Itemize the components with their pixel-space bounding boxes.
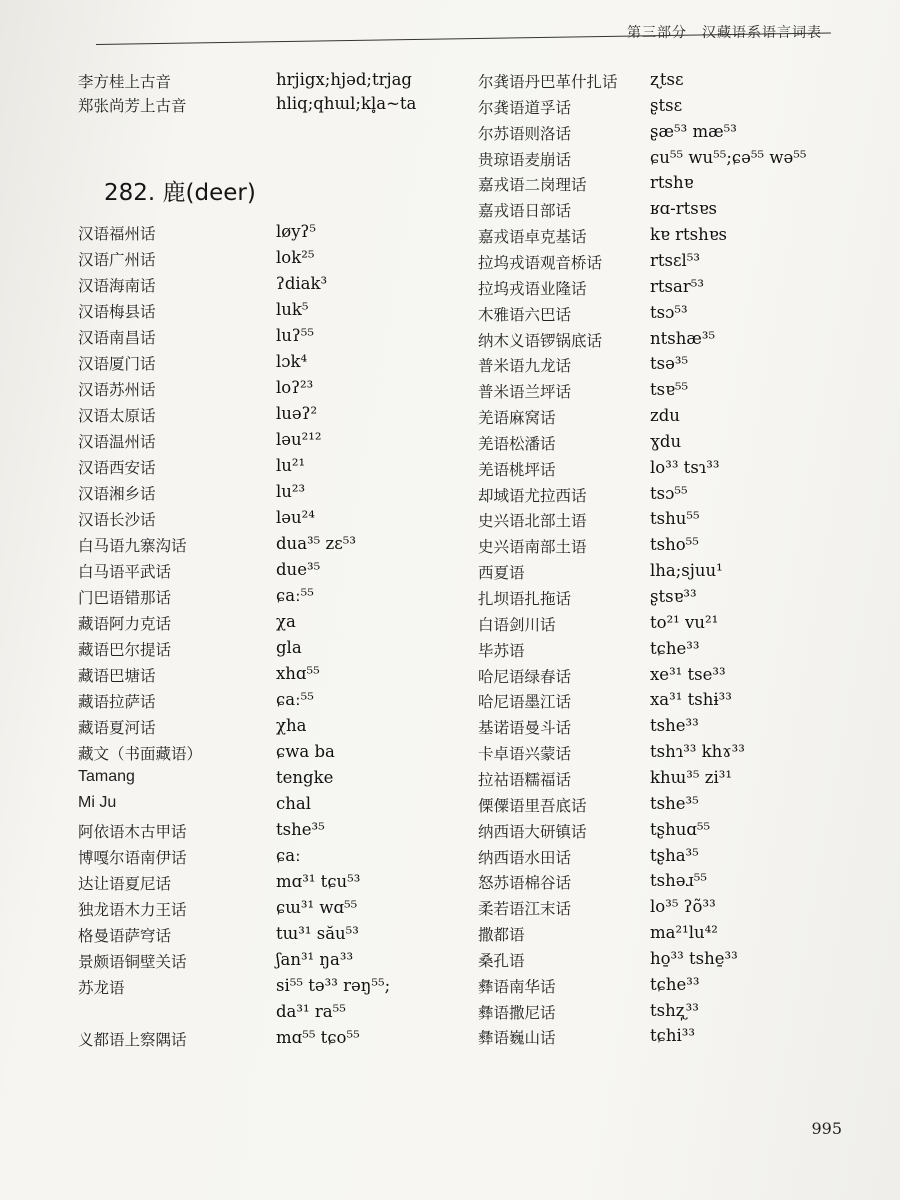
entry-row bbox=[78, 612, 438, 638]
word-form: ʂtsɛ bbox=[650, 95, 683, 115]
word-form: lo³³ tsɿ³³ bbox=[650, 457, 720, 477]
word-form: lɔk⁴ bbox=[276, 352, 308, 371]
entry-row bbox=[478, 871, 868, 897]
word-form: due³⁵ bbox=[276, 560, 321, 579]
language-name: 藏语拉萨话 bbox=[78, 693, 156, 711]
entry-row bbox=[478, 509, 868, 535]
word-form: ləu²⁴ bbox=[276, 508, 315, 527]
entry-row bbox=[478, 690, 868, 716]
language-name: 独龙语木力王话 bbox=[78, 901, 187, 919]
entry-row bbox=[78, 872, 438, 898]
entry-row bbox=[478, 535, 868, 561]
word-form: tshe³⁵ bbox=[650, 793, 699, 813]
word-form: ɕaː⁵⁵ bbox=[276, 586, 314, 605]
language-name: 纳木义语锣锅底话 bbox=[478, 331, 603, 350]
language-name: 汉语湘乡话 bbox=[78, 485, 156, 503]
language-name: 藏语阿力克话 bbox=[78, 615, 172, 633]
word-form: tsɔ⁵³ bbox=[650, 302, 688, 322]
entry-row bbox=[478, 354, 868, 380]
word-form: ɕu⁵⁵ wu⁵⁵;ɕə⁵⁵ wə⁵⁵ bbox=[650, 147, 807, 167]
word-form: luk⁵ bbox=[276, 300, 309, 319]
language-name: 达让语夏尼话 bbox=[78, 875, 172, 893]
entry-row bbox=[78, 430, 438, 456]
entry-row bbox=[78, 352, 438, 378]
entry-row bbox=[78, 976, 438, 1002]
language-name: 彝语撒尼话 bbox=[478, 1003, 556, 1022]
word-form: tshe³⁵ bbox=[276, 820, 325, 839]
language-name: 白马语九寨沟话 bbox=[78, 537, 187, 555]
word-form: tsho⁵⁵ bbox=[650, 535, 699, 555]
language-name: 汉语长沙话 bbox=[78, 511, 156, 529]
entry-row bbox=[478, 820, 868, 846]
word-form: tshəɹ⁵⁵ bbox=[650, 871, 707, 891]
language-name: 李方桂上古音 bbox=[78, 73, 172, 91]
word-form: xe³¹ tse³³ bbox=[650, 664, 726, 684]
word-form: ɕwa ba bbox=[276, 742, 335, 761]
entry-row bbox=[478, 716, 868, 742]
word-form: to²¹ vu²¹ bbox=[650, 612, 719, 632]
language-name: 毕苏语 bbox=[478, 641, 525, 660]
language-name: 柔若语江末话 bbox=[478, 900, 572, 919]
language-name: 苏龙语 bbox=[78, 979, 125, 997]
language-name: 汉语厦门话 bbox=[78, 355, 156, 373]
entry-row bbox=[78, 664, 438, 690]
language-name: Tamang bbox=[78, 768, 135, 785]
language-name: 博嘎尔语南伊话 bbox=[78, 849, 187, 867]
word-form: ʂæ⁵³ mæ⁵³ bbox=[650, 121, 737, 141]
entry-row bbox=[78, 1028, 438, 1054]
entry-row bbox=[478, 96, 868, 122]
word-form: chal bbox=[276, 794, 311, 813]
word-form: kɐ rtshɐs bbox=[650, 225, 727, 245]
entry-row bbox=[478, 148, 868, 174]
word-form: tshɿ³³ khɤ³³ bbox=[650, 742, 745, 762]
language-name: 哈尼语墨江话 bbox=[478, 693, 572, 712]
entry-row bbox=[78, 248, 438, 274]
entry-row bbox=[78, 70, 438, 96]
language-name: 尔苏语则洛话 bbox=[478, 124, 572, 143]
language-name: 纳西语水田话 bbox=[478, 848, 572, 867]
word-form: rtsɛl⁵³ bbox=[650, 250, 701, 270]
language-name: 西夏语 bbox=[478, 564, 525, 583]
language-name: 羌语松潘话 bbox=[478, 434, 556, 453]
entry-row bbox=[478, 897, 868, 923]
entry-row bbox=[478, 923, 868, 949]
word-form: tengke bbox=[276, 768, 334, 787]
language-name: 扎坝语扎拖话 bbox=[478, 590, 572, 608]
entry-row bbox=[478, 949, 868, 975]
entry-row bbox=[478, 432, 868, 458]
language-name: 白语剑川话 bbox=[478, 615, 556, 634]
language-name: 普米语九龙话 bbox=[478, 357, 572, 376]
language-name: 嘉戎语卓克基话 bbox=[478, 228, 587, 247]
language-name: 羌语桃坪话 bbox=[478, 460, 556, 479]
word-form: mɑ⁵⁵ tɕo⁵⁵ bbox=[276, 1028, 360, 1047]
language-name: 阿依语木古甲话 bbox=[78, 823, 187, 841]
word-form: tsɐ⁵⁵ bbox=[650, 380, 689, 400]
entry-row bbox=[478, 1026, 868, 1052]
word-form: tshe³³ bbox=[650, 716, 699, 736]
language-name: 史兴语北部土语 bbox=[478, 512, 587, 531]
word-form: lok²⁵ bbox=[276, 248, 315, 267]
language-name: 汉语梅县话 bbox=[78, 303, 156, 321]
language-name: 汉语苏州话 bbox=[78, 381, 156, 399]
word-form: khɯ³⁵ zi³¹ bbox=[650, 767, 732, 787]
word-form: xa³¹ tshɨ³³ bbox=[650, 690, 732, 710]
word-form: ntshæ³⁵ bbox=[650, 328, 716, 348]
word-form: lu²³ bbox=[276, 482, 306, 501]
entry-row bbox=[78, 690, 438, 716]
word-form: tsə³⁵ bbox=[650, 354, 689, 374]
language-name: 拉坞戎语业隆话 bbox=[478, 279, 587, 298]
word-form: lu²¹ bbox=[276, 456, 306, 475]
word-form: xhɑ⁵⁵ bbox=[276, 664, 320, 683]
language-name: 嘉戎语日部话 bbox=[478, 202, 572, 221]
language-name: 撒都语 bbox=[478, 926, 525, 945]
language-name: 怒苏语棉谷话 bbox=[478, 874, 572, 893]
entry-row bbox=[78, 560, 438, 586]
entry-row bbox=[478, 122, 868, 148]
language-name: 拉坞戎语观音桥话 bbox=[478, 253, 603, 272]
word-form: gla bbox=[276, 638, 302, 657]
entry-row bbox=[478, 225, 868, 251]
entry-row bbox=[78, 716, 438, 742]
word-form: si⁵⁵ tə³³ rəŋ⁵⁵; bbox=[276, 976, 391, 995]
entry-row bbox=[78, 1002, 438, 1028]
word-form: ɕaː⁵⁵ bbox=[276, 690, 314, 709]
language-name: 嘉戎语二岗理话 bbox=[478, 176, 587, 195]
word-form: tɯ³¹ său⁵³ bbox=[276, 924, 359, 943]
language-name: 史兴语南部土语 bbox=[478, 538, 587, 557]
entry-row bbox=[78, 222, 438, 248]
running-header: 第三部分 汉藏语系语言词表 bbox=[627, 25, 822, 41]
entry-row bbox=[78, 950, 438, 976]
entry-row bbox=[78, 378, 438, 404]
page-number: 995 bbox=[811, 1119, 842, 1138]
entry-row bbox=[78, 94, 438, 120]
word-form: hliq;qhɯl;kl̥a~ta bbox=[276, 94, 417, 113]
language-name: 藏语夏河话 bbox=[78, 719, 156, 737]
language-name: 卡卓语兴蒙话 bbox=[478, 745, 572, 764]
entry-row bbox=[478, 199, 868, 225]
entry-row bbox=[78, 898, 438, 924]
entry-row bbox=[78, 404, 438, 430]
entry-row bbox=[478, 613, 868, 639]
word-form: luəʔ² bbox=[276, 404, 318, 423]
language-name: 彝语巍山话 bbox=[478, 1029, 556, 1048]
entry-row bbox=[478, 846, 868, 872]
entry-row bbox=[78, 586, 438, 612]
entry-row bbox=[478, 406, 868, 432]
word-form: ma²¹lu⁴² bbox=[650, 923, 718, 943]
entry-row bbox=[478, 303, 868, 329]
language-name: 汉语太原话 bbox=[78, 407, 156, 425]
entry-row bbox=[478, 70, 868, 96]
language-name: 尔龚语丹巴革什扎话 bbox=[478, 73, 618, 91]
word-form: tshu⁵⁵ bbox=[650, 509, 700, 529]
word-form: mɑ³¹ tɕu⁵³ bbox=[276, 872, 361, 891]
word-form: tʂha³⁵ bbox=[650, 845, 699, 865]
word-form: ləu²¹² bbox=[276, 430, 322, 449]
language-name: 哈尼语绿春话 bbox=[478, 667, 572, 686]
word-form: tsɔ⁵⁵ bbox=[650, 483, 688, 503]
word-form: da³¹ ra⁵⁵ bbox=[276, 1002, 346, 1021]
language-name: 格曼语萨穹话 bbox=[78, 927, 172, 945]
entry-row bbox=[78, 274, 438, 300]
language-name: 汉语福州话 bbox=[78, 225, 156, 243]
entry-row bbox=[478, 277, 868, 303]
word-form: zdu bbox=[650, 406, 680, 426]
entry-row bbox=[78, 924, 438, 950]
word-form: ɣdu bbox=[650, 431, 682, 451]
entry-row bbox=[78, 638, 438, 664]
word-form: χha bbox=[276, 716, 307, 735]
entry-row bbox=[478, 251, 868, 277]
word-form: ɕaː bbox=[276, 846, 301, 865]
word-form: dua³⁵ zɛ⁵³ bbox=[276, 534, 356, 553]
entry-row bbox=[78, 456, 438, 482]
word-form: rtshɐ bbox=[650, 173, 694, 193]
word-form: ʐtsɛ bbox=[650, 70, 684, 89]
language-name: 藏语巴塘话 bbox=[78, 667, 156, 685]
word-form: loʔ²³ bbox=[276, 378, 314, 397]
word-form: ʔdiak³ bbox=[276, 274, 328, 293]
word-form: lha;sjuu¹ bbox=[650, 561, 723, 581]
word-form: luʔ⁵⁵ bbox=[276, 326, 314, 345]
word-form: tɕhe³³ bbox=[650, 974, 700, 994]
language-name: 贵琼语麦崩话 bbox=[478, 150, 572, 169]
language-name: Mi Ju bbox=[78, 794, 117, 811]
entry-row bbox=[478, 173, 868, 199]
language-name: 彝语南华话 bbox=[478, 977, 556, 996]
language-name: 门巴语错那话 bbox=[78, 589, 172, 607]
entry-row bbox=[78, 794, 438, 820]
word-form: ʃan³¹ ŋa³³ bbox=[276, 950, 354, 969]
entry-row bbox=[78, 742, 438, 768]
language-name: 藏文（书面藏语） bbox=[78, 745, 203, 763]
entry-row bbox=[478, 1001, 868, 1027]
entry-row bbox=[78, 768, 438, 794]
entry-row bbox=[478, 561, 868, 587]
language-name: 基诺语曼斗话 bbox=[478, 719, 572, 738]
entry-row bbox=[478, 484, 868, 510]
entry-row bbox=[478, 380, 868, 406]
language-name: 汉语西安话 bbox=[78, 459, 156, 477]
entry-row bbox=[478, 742, 868, 768]
language-name: 汉语温州话 bbox=[78, 433, 156, 451]
entry-row bbox=[478, 794, 868, 820]
language-name: 景颇语铜壁关话 bbox=[78, 953, 187, 971]
entry-row bbox=[478, 639, 868, 665]
entry-row bbox=[478, 329, 868, 355]
language-name: 拉祜语糯福话 bbox=[478, 770, 572, 789]
word-form: tɕhi³³ bbox=[650, 1026, 696, 1046]
word-form: χa bbox=[276, 612, 296, 631]
language-name: 桑孔语 bbox=[478, 951, 525, 970]
entry-row bbox=[78, 326, 438, 352]
language-name: 纳西语大研镇话 bbox=[478, 822, 587, 841]
entry-row bbox=[78, 846, 438, 872]
word-form: ɕɯ³¹ wɑ⁵⁵ bbox=[276, 898, 358, 917]
word-form: ʁɑ-rtsɐs bbox=[650, 199, 718, 219]
language-name: 郑张尚芳上古音 bbox=[78, 97, 187, 115]
word-form: rtsar⁵³ bbox=[650, 276, 704, 296]
word-form: tɕhe³³ bbox=[650, 638, 700, 658]
entry-row bbox=[78, 508, 438, 534]
language-name: 却域语尤拉西话 bbox=[478, 486, 587, 505]
word-form: løyʔ⁵ bbox=[276, 222, 316, 241]
word-form: lo³⁵ ʔõ³³ bbox=[650, 897, 716, 917]
entry-row bbox=[478, 458, 868, 484]
word-form: hrjigx;hjəd;trjag bbox=[276, 70, 412, 89]
entry-row bbox=[478, 975, 868, 1001]
language-name: 藏语巴尔提话 bbox=[78, 641, 172, 659]
entry-row bbox=[78, 534, 438, 560]
entry-row bbox=[78, 820, 438, 846]
word-form: ho̱³³ tshe̱³³ bbox=[650, 948, 738, 968]
language-name: 汉语南昌话 bbox=[78, 329, 156, 347]
language-name: 白马语平武话 bbox=[78, 563, 172, 581]
entry-row bbox=[78, 482, 438, 508]
language-name: 汉语广州话 bbox=[78, 251, 156, 269]
language-name: 义都语上察隅话 bbox=[78, 1031, 187, 1049]
language-name: 木雅语六巴话 bbox=[478, 305, 572, 324]
language-name: 普米语兰坪话 bbox=[478, 383, 572, 402]
section-title: 282. 鹿(deer) bbox=[104, 180, 256, 206]
language-name: 羌语麻窝话 bbox=[478, 409, 556, 428]
word-form: ʂtsɐ³³ bbox=[650, 587, 697, 606]
language-name: 尔龚语道孚话 bbox=[478, 98, 572, 117]
entry-row bbox=[478, 768, 868, 794]
word-form: tshʐ̩³³ bbox=[650, 1000, 699, 1020]
entry-row bbox=[478, 665, 868, 691]
word-form: tʂhuɑ⁵⁵ bbox=[650, 819, 711, 839]
language-name: 傈僳语里吾底话 bbox=[478, 796, 587, 815]
entry-row bbox=[478, 587, 868, 613]
entry-row bbox=[78, 300, 438, 326]
language-name: 汉语海南话 bbox=[78, 277, 156, 295]
